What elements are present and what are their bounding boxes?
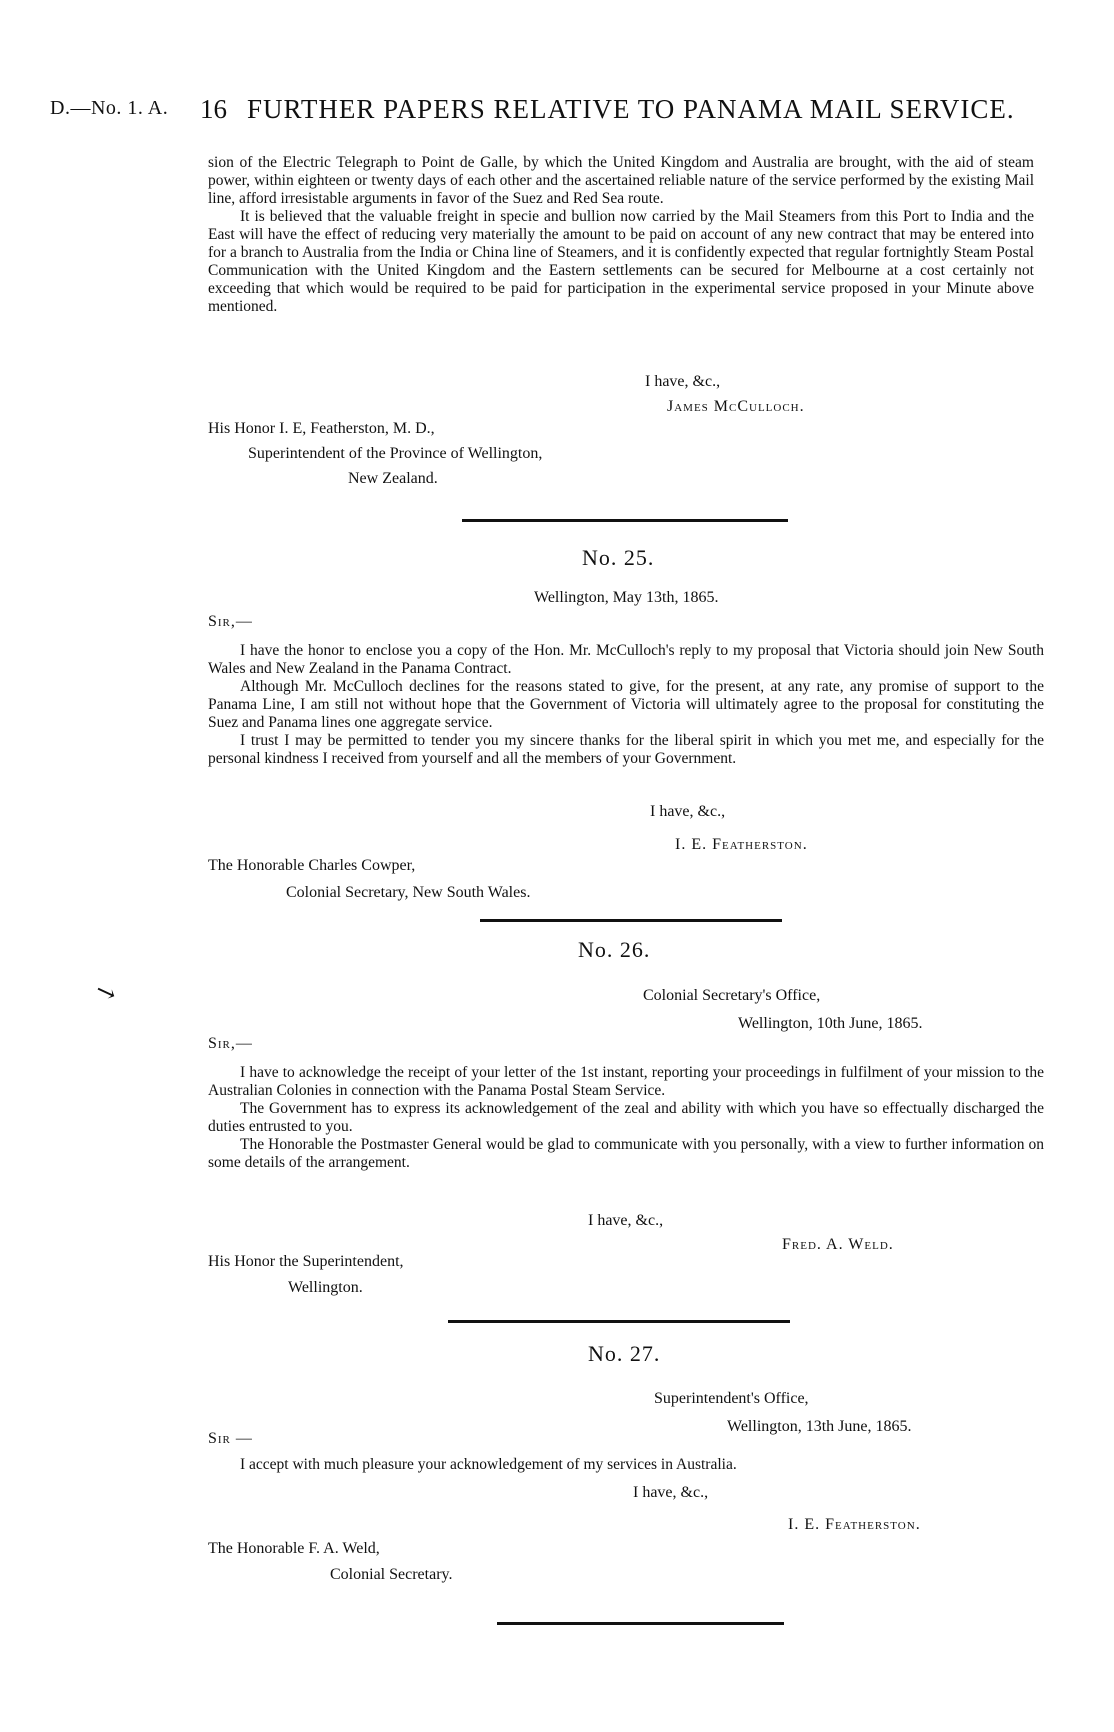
paragraph: sion of the Electric Telegraph to Point de Galle, by which the United Kingdom and Australia are brought, with the aid of steam power, within eighteen or twenty days of each other and the ascertained reliable nature of the service performed by the existing Mail line, afford irresistable arguments in favor of the Suez and Red Sea route. <box>208 154 1034 207</box>
place-date: Wellington, 10th June, 1865. <box>738 1015 923 1032</box>
letter-27-body <box>208 1456 1044 1474</box>
section-divider <box>480 919 782 922</box>
addressee-line: The Honorable Charles Cowper, <box>208 857 416 874</box>
section-divider <box>497 1622 784 1625</box>
signature: James McCulloch. <box>667 398 805 415</box>
addressee-line: Colonial Secretary, New South Wales. <box>286 884 531 901</box>
addressee-line: His Honor I. E, Featherston, M. D., <box>208 420 435 437</box>
signature: I. E. Featherston. <box>675 836 808 853</box>
place-date: Wellington, May 13th, 1865. <box>534 589 719 606</box>
addressee-line: Superintendent of the Province of Wellington, <box>248 445 543 462</box>
salutation: Sir,— <box>208 613 253 630</box>
paragraph: I accept with much pleasure your acknowledgement of my services in Australia. <box>240 1456 737 1473</box>
place-date: Wellington, 13th June, 1865. <box>727 1418 912 1435</box>
paragraph: Although Mr. McCulloch declines for the reasons stated to give, for the present, at any rate, any promise of support to the Panama Line, I am still not without hope that the Government of Victoria will ultimately agree to the proposal for constituting the Suez and Panama lines one aggregate service. <box>208 678 1044 731</box>
paragraph: The Government has to express its acknowledgement of the zeal and ability with which you have so effectually discharged the duties entrusted to you. <box>208 1100 1044 1135</box>
signature: Fred. A. Weld. <box>782 1236 894 1253</box>
page-number: 16 <box>200 94 227 124</box>
paragraph: I trust I may be permitted to tender you my sincere thanks for the liberal spirit in which you met me, and especially for the personal kindness I received from yourself and all the members of your Government. <box>208 732 1044 767</box>
letter-25-body <box>208 642 1044 768</box>
addressee-line: Wellington. <box>288 1279 363 1296</box>
section-divider <box>462 519 788 522</box>
addressee-line: The Honorable F. A. Weld, <box>208 1540 380 1557</box>
closing: I have, &c., <box>650 803 726 820</box>
office: Colonial Secretary's Office, <box>643 987 821 1004</box>
paragraph: It is believed that the valuable freight in specie and bullion now carried by the Mail Steamers from this Port to India and the East will have the effect of reducing very materially the amount to be paid on account of any new contract that may be entered into for a branch to Australia from the India or China line of Steamers, and it is confidently expected that regular fortnightly Steam Postal Communication with the United Kingdom and the Eastern settlements can be secured for Melbourne at a cost certainly not exceeding that which would be required to be paid for participation in the experimental service proposed in your Minute above mentioned. <box>208 208 1034 315</box>
addressee-line: New Zealand. <box>348 470 438 487</box>
section-divider <box>448 1320 790 1323</box>
page-reference: D.—No. 1. A. <box>50 97 169 119</box>
letter-24-body <box>208 154 1034 316</box>
closing: I have, &c., <box>633 1484 709 1501</box>
office: Superintendent's Office, <box>654 1390 809 1407</box>
addressee-line: Colonial Secretary. <box>330 1566 453 1583</box>
letter-number: No. 27. <box>588 1341 661 1366</box>
addressee-line: His Honor the Superintendent, <box>208 1253 404 1270</box>
letter-number: No. 25. <box>582 545 655 570</box>
signature: I. E. Featherston. <box>788 1516 921 1533</box>
letter-26-body <box>208 1064 1044 1172</box>
paragraph: I have to acknowledge the receipt of your letter of the 1st instant, reporting your proceedings in fulfilment of your mission to the Australian Colonies in connection with the Panama Postal Steam Service. <box>208 1064 1044 1099</box>
letter-number: No. 26. <box>578 937 651 962</box>
paragraph: The Honorable the Postmaster General would be glad to communicate with you personally, with a view to further information on some details of the arrangement. <box>208 1136 1044 1171</box>
closing: I have, &c., <box>645 373 721 390</box>
salutation: Sir — <box>208 1430 253 1447</box>
closing: I have, &c., <box>588 1212 664 1229</box>
margin-mark-icon: ↘ <box>92 977 121 1009</box>
paragraph: I have the honor to enclose you a copy of the Hon. Mr. McCulloch's reply to my proposal that Victoria should join New South Wales and New Zealand in the Panama Contract. <box>208 642 1044 677</box>
page-title: FURTHER PAPERS RELATIVE TO PANAMA MAIL SERVICE. <box>247 94 1015 124</box>
salutation: Sir,— <box>208 1035 253 1052</box>
